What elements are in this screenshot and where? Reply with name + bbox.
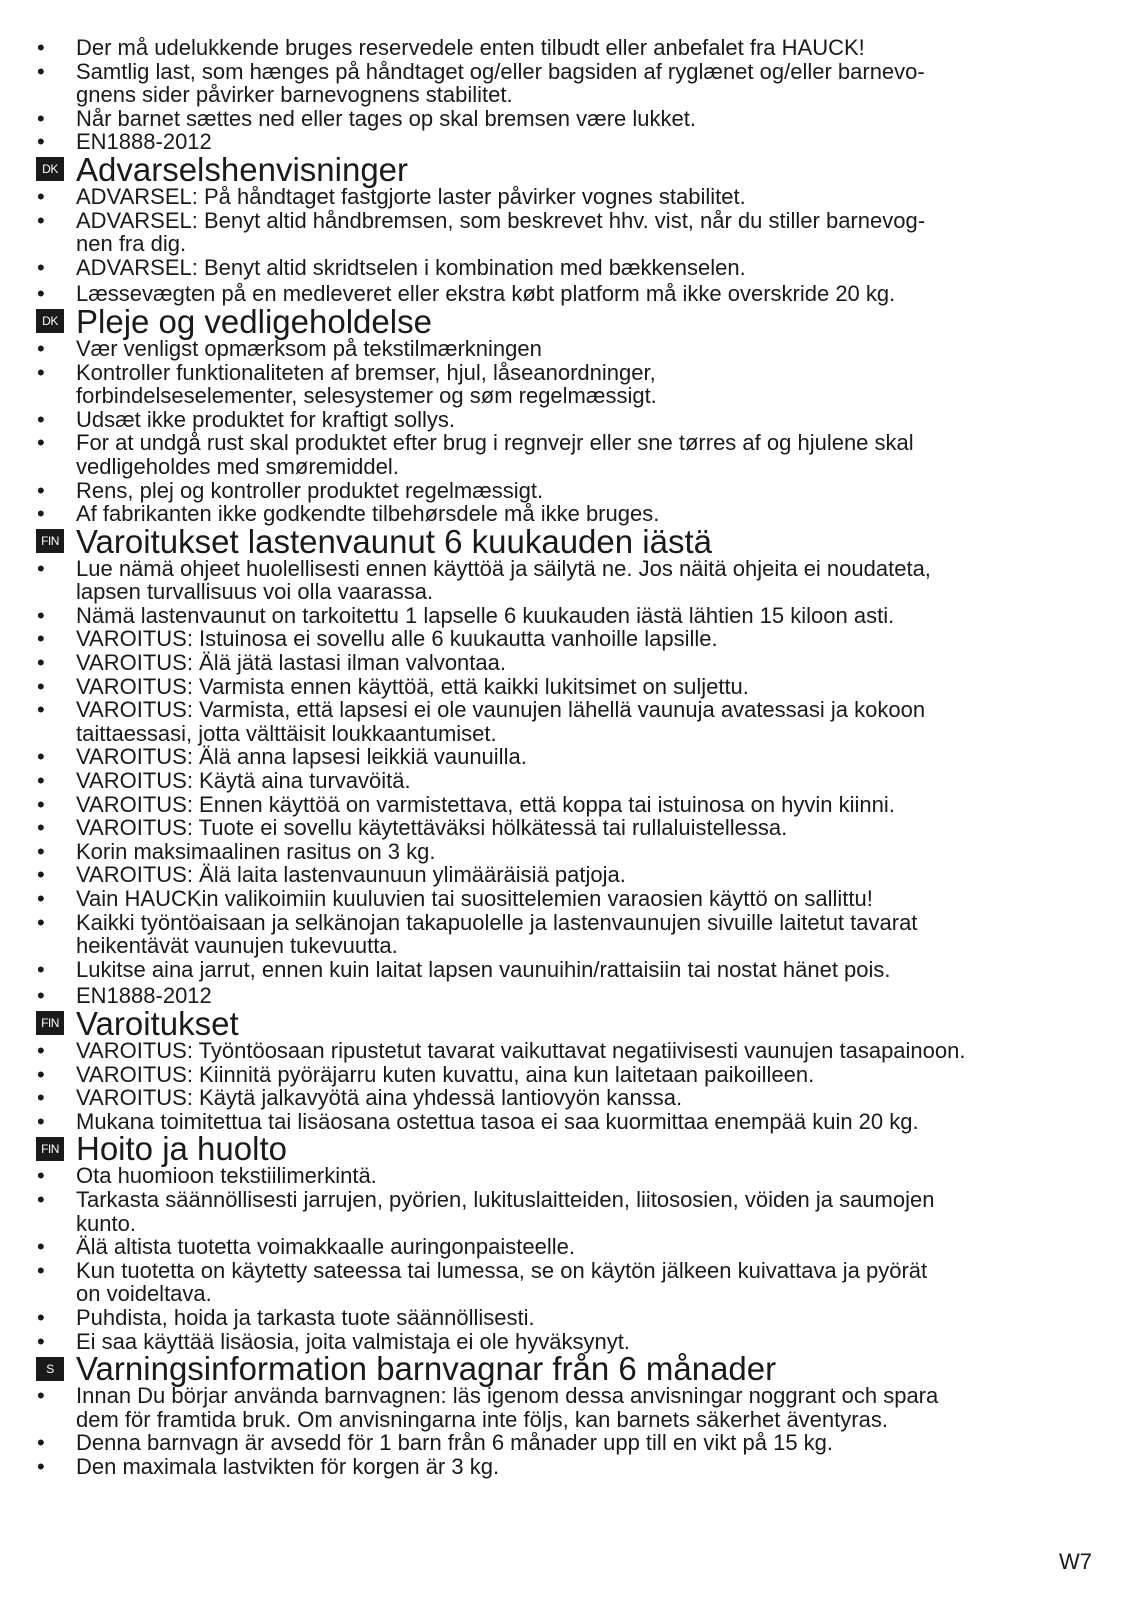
list-item: • Vær venligst opmærksom på tekstilmærkningen xyxy=(36,337,1104,361)
list-item: • Rens, plej og kontroller produktet regelmæssigt. xyxy=(36,479,1104,503)
list-item: • VAROITUS: Ennen käyttöä on varmistettava, että koppa tai istuinosa on hyvin kiinni. xyxy=(36,793,1104,817)
list-item: • Tarkasta säännöllisesti jarrujen, pyörien, lukituslaitteiden, liitososien, vöiden ja saumojen kunto. xyxy=(36,1188,1104,1235)
page-number: W7 xyxy=(1059,1549,1092,1574)
section-title: Varningsinformation barnvagnar från 6 månader xyxy=(76,1350,777,1388)
list-item: • Kun tuotetta on käytetty sateessa tai lumessa, se on käytön jälkeen kuivattava ja pyörät on voideltava. xyxy=(36,1259,1104,1306)
list-item: • ADVARSEL: På håndtaget fastgjorte laster påvirker vognes stabilitet. xyxy=(36,185,1104,209)
list-item: • Lukitse aina jarrut, ennen kuin laitat lapsen vaunuihin/rattaisiin tai nostat hänet pois. xyxy=(36,958,1104,982)
list-item: • VAROITUS: Käytä aina turvavöitä. xyxy=(36,769,1104,793)
list-item: • Mukana toimitettua tai lisäosana ostettua tasoa ei saa kuormittaa enempää kuin 20 kg. xyxy=(36,1110,1104,1134)
list-item: • EN1888-2012 xyxy=(36,984,1104,1008)
list-item: • Udsæt ikke produktet for kraftigt sollys. xyxy=(36,408,1104,432)
list-item: • VAROITUS: Älä anna lapsesi leikkiä vaunuilla. xyxy=(36,745,1104,769)
list-item: • VAROITUS: Istuinosa ei sovellu alle 6 kuukautta vanhoille lapsille. xyxy=(36,627,1104,651)
list-item: • EN1888-2012 xyxy=(36,130,1104,154)
list-item: • For at undgå rust skal produktet efter brug i regnvejr eller sne tørres af og hjulene skal vedligeholdes med smøremiddel. xyxy=(36,431,1104,478)
list-item: • ADVARSEL: Benyt altid håndbremsen, som beskrevet hhv. vist, når du stiller barnevog- nen fra dig. xyxy=(36,209,1104,256)
list-item: • VAROITUS: Varmista ennen käyttöä, että kaikki lukitsimet on suljettu. xyxy=(36,675,1104,699)
list-item: • Vain HAUCKin valikoimiin kuuluvien tai suosittelemien varaosien käyttö on sallittu! xyxy=(36,887,1104,911)
section-heading xyxy=(36,1004,1104,1042)
list-item: • Når barnet sættes ned eller tages op skal bremsen være lukket. xyxy=(36,107,1104,131)
language-badge: DK xyxy=(36,157,64,181)
section-title: Advarselshenvisninger xyxy=(76,150,409,188)
list-item: • Ei saa käyttää lisäosia, joita valmistaja ei ole hyväksynyt. xyxy=(36,1330,1104,1354)
list-item: • VAROITUS: Varmista, että lapsesi ei ole vaunujen lähellä vaunuja avatessasi ja kokoon taittaessasi, jotta välttäisit loukkaantumiset. xyxy=(36,698,1104,745)
language-badge: FIN xyxy=(36,1011,64,1035)
list-item: • Korin maksimaalinen rasitus on 3 kg. xyxy=(36,840,1104,864)
list-item: • VAROITUS: Kiinnitä pyöräjarru kuten kuvattu, aina kun laitetaan paikoilleen. xyxy=(36,1063,1104,1087)
document-body xyxy=(36,36,1104,1478)
list-item: • VAROITUS: Älä laita lastenvaunuun ylimääräisiä patjoja. xyxy=(36,863,1104,887)
list-item: • Lue nämä ohjeet huolellisesti ennen käyttöä ja säilytä ne. Jos näitä ohjeita ei noudateta, lapsen turvallisuus voi olla vaarassa. xyxy=(36,557,1104,604)
list-item: • Innan Du börjar använda barnvagnen: läs igenom dessa anvisningar noggrant och spara dem för framtida bruk. Om anvisningarna inte följs, kan barnets säkerhet äventyras. xyxy=(36,1384,1104,1431)
list-item: • Samtlig last, som hænges på håndtaget og/eller bagsiden af ryglænet og/eller barnevo- gnens sider påvirker barnevognens stabilitet. xyxy=(36,60,1104,107)
section-heading xyxy=(36,150,1104,188)
list-item: • Puhdista, hoida ja tarkasta tuote säännöllisesti. xyxy=(36,1306,1104,1330)
section-heading xyxy=(36,1350,1104,1388)
language-badge: FIN xyxy=(36,529,64,553)
language-badge: FIN xyxy=(36,1137,64,1161)
list-item: • ADVARSEL: Benyt altid skridtselen i kombination med bækkenselen. xyxy=(36,256,1104,280)
list-item: • Der må udelukkende bruges reservedele enten tilbudt eller anbefalet fra HAUCK! xyxy=(36,36,1104,60)
list-item: • VAROITUS: Käytä jalkavyötä aina yhdessä lantiovyön kanssa. xyxy=(36,1086,1104,1110)
list-item: • Ota huomioon tekstiilimerkintä. xyxy=(36,1164,1104,1188)
list-item: • Denna barnvagn är avsedd för 1 barn från 6 månader upp till en vikt på 15 kg. xyxy=(36,1431,1104,1455)
list-item: • Den maximala lastvikten för korgen är 3 kg. xyxy=(36,1455,1104,1479)
section-heading xyxy=(36,522,1104,560)
list-item: • VAROITUS: Tuote ei sovellu käytettäväksi hölkätessä tai rullaluistellessa. xyxy=(36,816,1104,840)
list-item: • Læssevægten på en medleveret eller ekstra købt platform må ikke overskride 20 kg. xyxy=(36,282,1104,306)
language-badge: S xyxy=(36,1357,64,1381)
section-title: Varoitukset lastenvaunut 6 kuukauden iästä xyxy=(76,522,712,560)
section-title: Pleje og vedligeholdelse xyxy=(76,302,432,340)
section-heading xyxy=(36,302,1104,340)
section-title: Varoitukset xyxy=(76,1004,239,1042)
list-item: • Älä altista tuotetta voimakkaalle auringonpaisteelle. xyxy=(36,1235,1104,1259)
list-item: • Kaikki työntöaisaan ja selkänojan takapuolelle ja lastenvaunujen sivuille laitetut tavarat heikentävät vaunujen tukevuutta. xyxy=(36,911,1104,958)
list-item: • VAROITUS: Älä jätä lastasi ilman valvontaa. xyxy=(36,651,1104,675)
section-title: Hoito ja huolto xyxy=(76,1130,287,1168)
list-item: • VAROITUS: Työntöosaan ripustetut tavarat vaikuttavat negatiivisesti vaunujen tasapainoon. xyxy=(36,1039,1104,1063)
language-badge: DK xyxy=(36,309,64,333)
section-heading xyxy=(36,1130,1104,1168)
list-item: • Kontroller funktionaliteten af bremser, hjul, låseanordninger, forbindelseselementer, selesystemer og søm regelmæssigt. xyxy=(36,361,1104,408)
list-item: • Nämä lastenvaunut on tarkoitettu 1 lapselle 6 kuukauden iästä lähtien 15 kiloon asti. xyxy=(36,604,1104,628)
list-item: • Af fabrikanten ikke godkendte tilbehørsdele må ikke bruges. xyxy=(36,502,1104,526)
